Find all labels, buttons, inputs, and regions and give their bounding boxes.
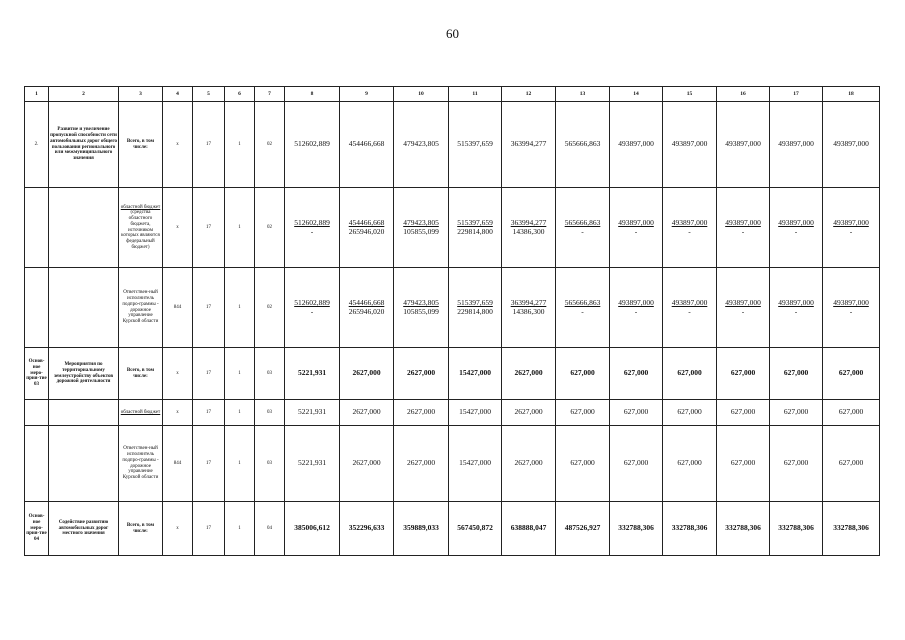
amount-cell [823, 188, 880, 268]
source-cell [119, 400, 163, 426]
code-cell-c5: 17 [193, 102, 225, 188]
source-label: (средства областного бюджета, источником которых являются федеральный бюджет) [121, 210, 160, 250]
amount-cell [449, 502, 502, 556]
amount-cell [502, 348, 556, 400]
amount-cell [556, 400, 610, 426]
amount-cell [556, 188, 610, 268]
amount-cell [285, 348, 340, 400]
title-cell [49, 188, 119, 268]
table-row [25, 426, 880, 502]
amount-top: 363994,277 [510, 139, 547, 149]
amount-top: 493897,000 [778, 139, 814, 149]
row-number-cell [25, 188, 49, 268]
amount-cell [663, 268, 717, 348]
title-cell: Мероприятия по территориальному землеустройству объектов дорожной деятельности [49, 348, 119, 400]
header-cell: 7 [255, 87, 285, 102]
amount-bottom: - [581, 306, 584, 316]
amount-cell [610, 400, 663, 426]
amount-cell [770, 102, 823, 188]
title-cell [49, 400, 119, 426]
amount-cell [556, 268, 610, 348]
amount-top: 627,000 [783, 407, 809, 417]
amount-cell [449, 426, 502, 502]
page-number: 60 [446, 26, 459, 41]
code-cell-c5: 17 [193, 348, 225, 400]
amount-cell [770, 400, 823, 426]
source-label: Ответствен-ный исполнитель подпро-граммы - дорожное управление Курской области [122, 446, 159, 480]
amount-cell [502, 400, 556, 426]
amount-cell [340, 426, 394, 502]
amount-cell [717, 348, 770, 400]
amount-cell [394, 102, 449, 188]
amount-cell [340, 188, 394, 268]
code-cell-c7: 02 [255, 102, 285, 188]
amount-cell [285, 102, 340, 188]
header-cell: 12 [502, 87, 556, 102]
amount-cell [717, 502, 770, 556]
amount-cell [663, 426, 717, 502]
row-number-cell: Основ-ное меро-прия-тие 04 [25, 502, 49, 556]
amount-top: 567450,872 [457, 523, 493, 533]
amount-top: 512602,889 [294, 217, 330, 227]
source-label: Ответствен-ный исполнитель подпро-граммы - дорожное управление Курской области [122, 290, 159, 324]
amount-bottom: - [581, 226, 584, 236]
amount-top: 565666,863 [564, 297, 601, 307]
amount-top: 2627,000 [406, 458, 436, 468]
amount-cell [610, 502, 663, 556]
amount-cell [663, 400, 717, 426]
amount-cell [340, 268, 394, 348]
amount-cell [663, 502, 717, 556]
amount-cell [717, 426, 770, 502]
amount-cell [340, 502, 394, 556]
amount-cell [823, 426, 880, 502]
amount-bottom: - [634, 306, 638, 316]
amount-bottom: 105855,099 [403, 306, 439, 316]
amount-top: 512602,889 [294, 139, 330, 149]
amount-bottom: 14386,300 [512, 226, 545, 236]
amount-top: 493897,000 [618, 217, 654, 227]
amount-top: 515397,659 [457, 139, 493, 149]
code-cell-c6: 1 [225, 400, 255, 426]
source-label: Всего, в том числе: [126, 138, 155, 150]
source-cell [119, 426, 163, 502]
amount-cell [340, 400, 394, 426]
amount-cell [394, 502, 449, 556]
amount-top: 363994,277 [510, 217, 547, 227]
amount-top: 627,000 [783, 458, 809, 468]
amount-top: 627,000 [730, 458, 756, 468]
amount-cell [285, 268, 340, 348]
amount-cell [610, 102, 663, 188]
amount-cell [285, 502, 340, 556]
amount-top: 479423,805 [403, 139, 439, 149]
budget-table [24, 86, 880, 556]
amount-top: 627,000 [838, 368, 864, 378]
amount-top: 332788,306 [725, 523, 761, 533]
row-number-cell: 2. [25, 102, 49, 188]
amount-cell [556, 502, 610, 556]
amount-top: 627,000 [570, 407, 595, 417]
amount-cell [340, 102, 394, 188]
amount-top: 2627,000 [514, 407, 543, 417]
table-row [25, 188, 880, 268]
amount-cell [610, 268, 663, 348]
amount-top: 493897,000 [833, 297, 869, 307]
code-cell-c6: 1 [225, 426, 255, 502]
amount-top: 493897,000 [725, 297, 761, 307]
amount-bottom: 229814,800 [457, 226, 493, 236]
amount-top: 493897,000 [725, 139, 761, 149]
amount-top: 515397,659 [457, 297, 493, 307]
amount-top: 479423,805 [403, 217, 439, 227]
table-row [25, 348, 880, 400]
amount-cell [823, 400, 880, 426]
code-cell-c4: х [163, 188, 193, 268]
header-cell: 17 [770, 87, 823, 102]
code-cell-c5: 17 [193, 502, 225, 556]
code-cell-c5: 17 [193, 426, 225, 502]
header-cell: 1 [25, 87, 49, 102]
amount-top: 2627,000 [406, 407, 436, 417]
code-cell-c7: 03 [255, 426, 285, 502]
amount-cell [556, 348, 610, 400]
amount-top: 627,000 [838, 407, 864, 417]
amount-top: 493897,000 [778, 297, 814, 307]
amount-cell [449, 102, 502, 188]
amount-top: 2627,000 [352, 407, 381, 417]
table-row [25, 268, 880, 348]
amount-top: 5221,931 [297, 458, 327, 468]
source-cell [119, 502, 163, 556]
row-number-cell [25, 400, 49, 426]
amount-bottom: - [741, 306, 745, 316]
code-cell-c4: х [163, 400, 193, 426]
amount-top: 493897,000 [671, 217, 708, 227]
amount-cell [285, 400, 340, 426]
amount-top: 332788,306 [778, 523, 814, 533]
source-cell [119, 102, 163, 188]
amount-top: 454466,668 [348, 297, 385, 307]
code-cell-c5: 17 [193, 188, 225, 268]
code-cell-c7: 04 [255, 502, 285, 556]
amount-cell [610, 188, 663, 268]
amount-top: 359889,033 [403, 523, 439, 533]
amount-top: 332788,306 [833, 523, 869, 533]
header-cell: 4 [163, 87, 193, 102]
source-label: Всего, в том числе: [126, 522, 155, 534]
amount-top: 479423,805 [403, 297, 439, 307]
amount-top: 5221,931 [297, 368, 327, 378]
amount-top: 627,000 [570, 458, 595, 468]
amount-top: 493897,000 [833, 217, 869, 227]
amount-top: 454466,668 [348, 217, 385, 227]
amount-cell [502, 268, 556, 348]
code-cell-c4: х [163, 102, 193, 188]
amount-cell [394, 400, 449, 426]
amount-cell [823, 502, 880, 556]
amount-top: 5221,931 [297, 407, 327, 417]
amount-cell [502, 502, 556, 556]
source-underlined-label: областной бюджет [120, 409, 161, 415]
code-cell-c6: 1 [225, 502, 255, 556]
amount-top: 493897,000 [618, 139, 654, 149]
amount-cell [770, 348, 823, 400]
header-cell: 14 [610, 87, 663, 102]
amount-top: 493897,000 [778, 217, 814, 227]
amount-top: 352296,633 [348, 523, 385, 533]
amount-top: 2627,000 [514, 368, 543, 378]
amount-cell [717, 102, 770, 188]
header-cell: 6 [225, 87, 255, 102]
amount-cell [717, 400, 770, 426]
code-cell-c4: 844 [163, 426, 193, 502]
code-cell-c7: 03 [255, 400, 285, 426]
amount-top: 385006,612 [294, 523, 330, 533]
amount-cell [394, 188, 449, 268]
header-cell: 16 [717, 87, 770, 102]
amount-top: 332788,306 [671, 523, 708, 533]
amount-top: 627,000 [570, 368, 595, 378]
amount-top: 493897,000 [833, 139, 869, 149]
header-cell: 15 [663, 87, 717, 102]
amount-cell [556, 102, 610, 188]
amount-bottom: - [310, 226, 314, 236]
amount-top: 332788,306 [618, 523, 654, 533]
code-cell-c5: 17 [193, 400, 225, 426]
amount-cell [449, 268, 502, 348]
amount-cell [823, 348, 880, 400]
amount-top: 627,000 [623, 458, 649, 468]
amount-bottom: - [849, 226, 853, 236]
amount-top: 638888,047 [510, 523, 547, 533]
amount-top: 493897,000 [725, 217, 761, 227]
amount-bottom: 14386,300 [512, 306, 545, 316]
code-cell-c6: 1 [225, 268, 255, 348]
amount-cell [770, 188, 823, 268]
amount-top: 627,000 [623, 368, 649, 378]
row-number-cell: Основ-ное меро-прия-тие 03 [25, 348, 49, 400]
amount-cell [770, 268, 823, 348]
amount-cell [394, 426, 449, 502]
amount-top: 2627,000 [352, 458, 381, 468]
amount-cell [449, 348, 502, 400]
amount-cell [663, 102, 717, 188]
amount-top: 512602,889 [294, 297, 330, 307]
amount-top: 2627,000 [406, 368, 436, 378]
header-cell: 5 [193, 87, 225, 102]
code-cell-c7: 02 [255, 188, 285, 268]
amount-cell [663, 348, 717, 400]
amount-top: 627,000 [730, 368, 756, 378]
source-underlined-label: областной бюджет [120, 204, 161, 210]
amount-bottom: - [634, 226, 638, 236]
amount-cell [502, 188, 556, 268]
amount-top: 493897,000 [671, 139, 708, 149]
amount-cell [717, 188, 770, 268]
amount-cell [502, 102, 556, 188]
amount-top: 493897,000 [618, 297, 654, 307]
table-row [25, 502, 880, 556]
amount-bottom: 265946,020 [348, 306, 385, 316]
amount-cell [394, 268, 449, 348]
amount-bottom: - [688, 226, 691, 236]
amount-cell [285, 188, 340, 268]
source-label: Всего, в том числе: [126, 367, 155, 379]
table-row [25, 400, 880, 426]
amount-cell [823, 102, 880, 188]
code-cell-c4: х [163, 348, 193, 400]
amount-cell [449, 188, 502, 268]
title-cell: Развитие и увеличение пропускной способности сети автомобильных дорог общего пользования регионального или межмуниципального значения [49, 102, 119, 188]
amount-top: 627,000 [838, 458, 864, 468]
header-cell: 10 [394, 87, 449, 102]
amount-top: 363994,277 [510, 297, 547, 307]
header-cell: 8 [285, 87, 340, 102]
amount-top: 487526,927 [564, 523, 601, 533]
amount-bottom: - [741, 226, 745, 236]
amount-cell [556, 426, 610, 502]
amount-cell [770, 426, 823, 502]
amount-bottom: - [310, 306, 314, 316]
header-cell: 11 [449, 87, 502, 102]
code-cell-c6: 1 [225, 102, 255, 188]
amount-cell [823, 268, 880, 348]
amount-top: 2627,000 [514, 458, 543, 468]
header-cell: 2 [49, 87, 119, 102]
amount-cell [449, 400, 502, 426]
amount-cell [717, 268, 770, 348]
table-row [25, 102, 880, 188]
amount-top: 627,000 [783, 368, 809, 378]
amount-bottom: 229814,800 [457, 306, 493, 316]
amount-cell [502, 426, 556, 502]
amount-bottom: 265946,020 [348, 226, 385, 236]
amount-top: 454466,668 [348, 139, 385, 149]
amount-top: 15427,000 [459, 407, 491, 417]
amount-top: 627,000 [730, 407, 756, 417]
source-cell [119, 348, 163, 400]
header-row [25, 87, 880, 102]
amount-top: 627,000 [623, 407, 649, 417]
code-cell-c5: 17 [193, 268, 225, 348]
code-cell-c7: 02 [255, 268, 285, 348]
title-cell [49, 268, 119, 348]
amount-top: 493897,000 [671, 297, 708, 307]
amount-cell [770, 502, 823, 556]
amount-cell [663, 188, 717, 268]
amount-cell [610, 426, 663, 502]
amount-top: 627,000 [677, 368, 702, 378]
code-cell-c4: х [163, 502, 193, 556]
amount-top: 15427,000 [459, 458, 491, 468]
amount-bottom: - [688, 306, 691, 316]
source-cell [119, 268, 163, 348]
amount-top: 15427,000 [459, 368, 491, 378]
amount-cell [610, 348, 663, 400]
amount-cell [340, 348, 394, 400]
code-cell-c7: 03 [255, 348, 285, 400]
row-number-cell [25, 426, 49, 502]
header-cell: 18 [823, 87, 880, 102]
amount-bottom: - [794, 226, 798, 236]
header-cell: 13 [556, 87, 610, 102]
header-cell: 9 [340, 87, 394, 102]
amount-top: 2627,000 [352, 368, 381, 378]
title-cell: Содействие развитию автомобильных дорог местного значения [49, 502, 119, 556]
row-number-cell [25, 268, 49, 348]
amount-bottom: - [794, 306, 798, 316]
source-cell [119, 188, 163, 268]
code-cell-c6: 1 [225, 188, 255, 268]
code-cell-c6: 1 [225, 348, 255, 400]
amount-cell [394, 348, 449, 400]
title-cell [49, 426, 119, 502]
amount-top: 627,000 [677, 407, 702, 417]
amount-top: 565666,863 [564, 217, 601, 227]
amount-top: 565666,863 [564, 139, 601, 149]
amount-top: 515397,659 [457, 217, 493, 227]
amount-bottom: 105855,099 [403, 226, 439, 236]
header-cell: 3 [119, 87, 163, 102]
code-cell-c4: 844 [163, 268, 193, 348]
amount-top: 627,000 [677, 458, 702, 468]
amount-cell [285, 426, 340, 502]
amount-bottom: - [849, 306, 853, 316]
